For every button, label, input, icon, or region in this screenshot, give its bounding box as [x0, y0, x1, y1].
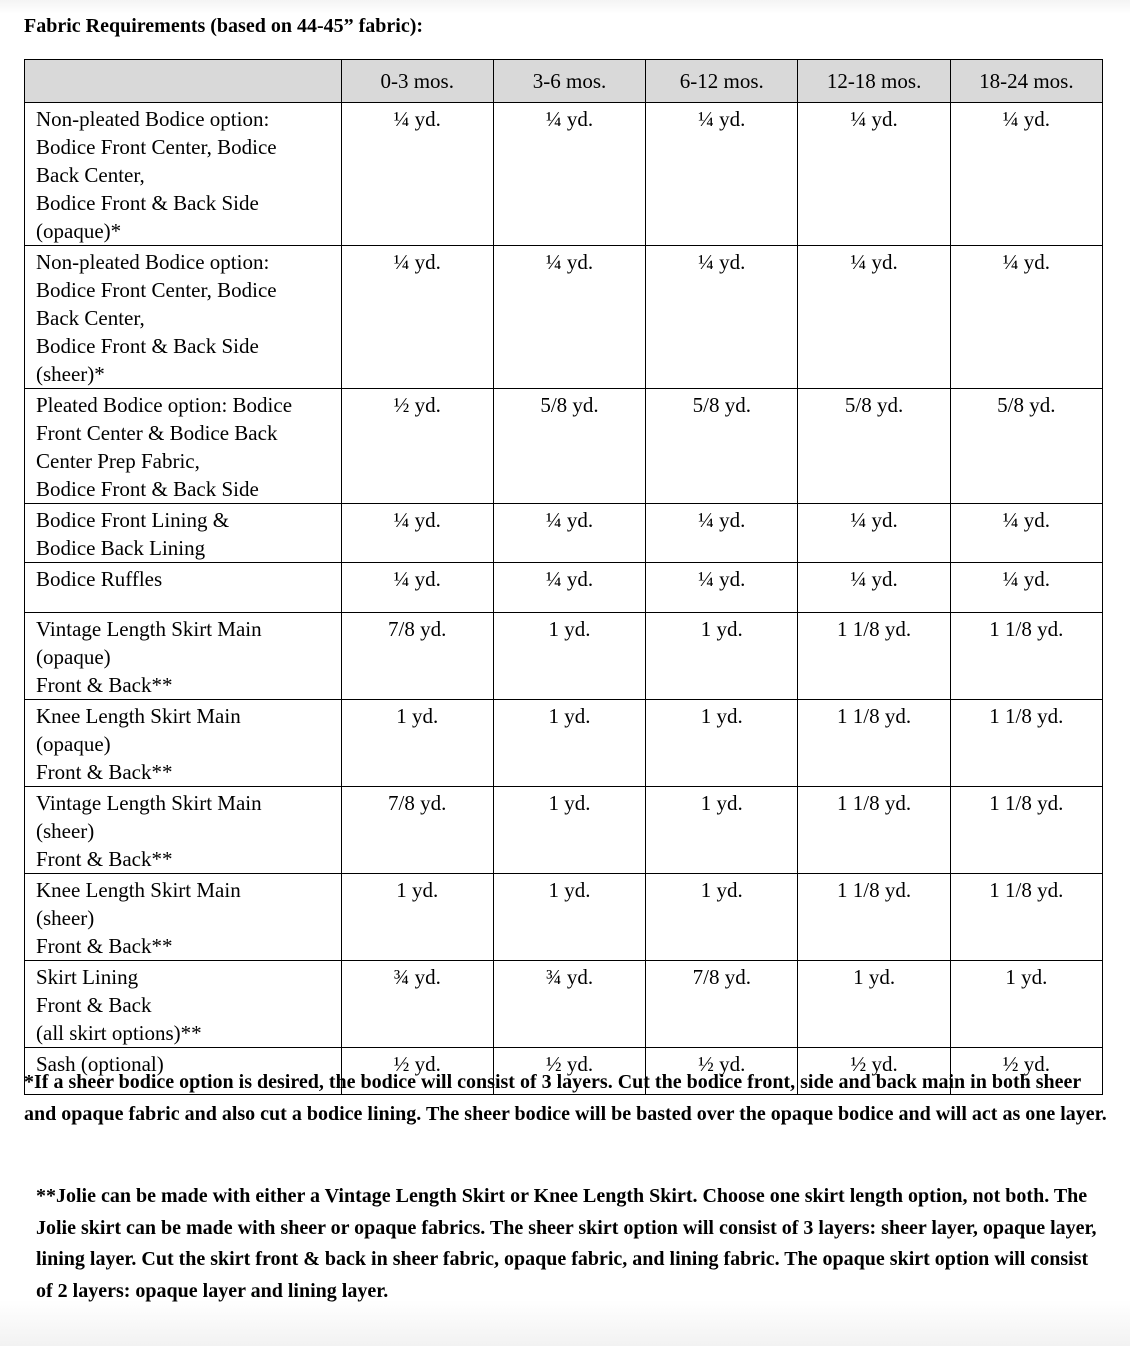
row-label-line: (sheer)* [36, 362, 105, 386]
row-label-line: (opaque) [36, 645, 111, 669]
yardage-cell: ½ yd. [493, 1048, 645, 1095]
row-label-line: Bodice Ruffles [36, 567, 163, 591]
row-label-line: Front & Back** [36, 760, 173, 784]
yardage-cell: 1 1/8 yd. [950, 787, 1102, 874]
row-label-line: Front & Back** [36, 934, 173, 958]
table-row [25, 504, 1103, 563]
yardage-cell: ¼ yd. [341, 103, 493, 246]
table-row [25, 389, 1103, 504]
row-label-line: Front & Back [36, 993, 152, 1017]
row-label-cell [25, 874, 342, 961]
yardage-cell: 7/8 yd. [646, 961, 798, 1048]
row-label-line: Front Center & Bodice Back [36, 421, 278, 445]
yardage-cell: ¼ yd. [950, 103, 1102, 246]
yardage-cell: ¼ yd. [646, 103, 798, 246]
row-label-line: Sash (optional) [36, 1052, 164, 1076]
row-label-line: Front & Back** [36, 847, 173, 871]
yardage-cell: 1 yd. [646, 787, 798, 874]
yardage-cell: 1 yd. [646, 874, 798, 961]
yardage-cell: ¾ yd. [493, 961, 645, 1048]
header-cell-0-3: 0-3 mos. [341, 60, 493, 103]
yardage-cell: ½ yd. [646, 1048, 798, 1095]
row-label-cell [25, 563, 342, 613]
yardage-cell: 1 yd. [798, 961, 950, 1048]
row-label-line: Skirt Lining [36, 965, 139, 989]
yardage-cell: 1 yd. [341, 700, 493, 787]
yardage-cell: 5/8 yd. [493, 389, 645, 504]
row-label-cell [25, 700, 342, 787]
table-row [25, 874, 1103, 961]
row-label-cell [25, 613, 342, 700]
yardage-cell: ¼ yd. [950, 504, 1102, 563]
yardage-cell: 5/8 yd. [950, 389, 1102, 504]
yardage-cell: 1 yd. [646, 613, 798, 700]
yardage-cell: ¼ yd. [341, 563, 493, 613]
row-label-line: Front & Back** [36, 673, 173, 697]
page-heading: Fabric Requirements (based on 44-45” fabric): [24, 15, 424, 37]
row-label-line: Pleated Bodice option: Bodice [36, 393, 293, 417]
table-row [25, 613, 1103, 700]
yardage-cell: ¼ yd. [646, 246, 798, 389]
table-row [25, 700, 1103, 787]
row-label-line: Bodice Front Lining & [36, 508, 230, 532]
header-cell-6-12: 6-12 mos. [646, 60, 798, 103]
yardage-cell: 1 1/8 yd. [798, 700, 950, 787]
row-label-cell [25, 246, 342, 389]
row-label-line: Vintage Length Skirt Main [36, 617, 262, 641]
row-label-line: Bodice Front & Back Side [36, 477, 259, 501]
row-label-line: Bodice Back Lining [36, 536, 206, 560]
row-label-line: Back Center, [36, 306, 145, 330]
yardage-cell: ¼ yd. [493, 246, 645, 389]
yardage-cell: 1 1/8 yd. [950, 613, 1102, 700]
row-label-line: Bodice Front & Back Side [36, 334, 259, 358]
row-label-line: Non-pleated Bodice option: [36, 250, 270, 274]
yardage-cell: 1 1/8 yd. [950, 874, 1102, 961]
yardage-cell: ½ yd. [798, 1048, 950, 1095]
yardage-cell: ¼ yd. [950, 246, 1102, 389]
yardage-cell: ¼ yd. [798, 504, 950, 563]
footnote-sheer-bodice: *If a sheer bodice option is desired, the bodice will consist of 3 layers. Cut the bodice front, side and back main in both sheer and opaque fabric and also cut a bodice lining. The sheer bodice will be basted over the opaque bodice and will act as one layer. [24, 1071, 1107, 1125]
row-label-line: Bodice Front Center, Bodice [36, 135, 277, 159]
yardage-cell: ¼ yd. [798, 563, 950, 613]
yardage-cell: ¼ yd. [493, 504, 645, 563]
fabric-requirements-table [24, 59, 1103, 1095]
yardage-cell: 1 yd. [646, 700, 798, 787]
yardage-cell: ½ yd. [341, 389, 493, 504]
table-row [25, 103, 1103, 246]
yardage-cell: ¼ yd. [798, 246, 950, 389]
row-label-line: (sheer) [36, 819, 95, 843]
yardage-cell: 1 yd. [341, 874, 493, 961]
yardage-cell: 1 1/8 yd. [798, 874, 950, 961]
yardage-cell: ¼ yd. [646, 504, 798, 563]
footnote-skirt-options: **Jolie can be made with either a Vintage Length Skirt or Knee Length Skirt. Choose one skirt length option, not both. The Jolie skirt can be made with sheer or opaque fabrics. The sheer skirt option will consist of 3 layers: sheer layer, opaque layer, lining layer. Cut the skirt front & back in sheer fabric, opaque fabric, and lining fabric. The opaque skirt option will consist of 2 layers: opaque layer and lining layer. [36, 1185, 1097, 1302]
yardage-cell: ¼ yd. [493, 563, 645, 613]
row-label-line: Back Center, [36, 163, 145, 187]
yardage-cell: ¼ yd. [493, 103, 645, 246]
yardage-cell: 1 yd. [493, 787, 645, 874]
row-label-line: Non-pleated Bodice option: [36, 107, 270, 131]
row-label-cell [25, 103, 342, 246]
yardage-cell: 5/8 yd. [646, 389, 798, 504]
yardage-cell: 1 yd. [950, 961, 1102, 1048]
yardage-cell: 7/8 yd. [341, 787, 493, 874]
yardage-cell: 5/8 yd. [798, 389, 950, 504]
row-label-line: (sheer) [36, 906, 95, 930]
row-label-cell [25, 504, 342, 563]
yardage-cell: 1 1/8 yd. [798, 787, 950, 874]
yardage-cell: 1 yd. [493, 613, 645, 700]
row-label-cell [25, 961, 342, 1048]
yardage-cell: ¼ yd. [798, 103, 950, 246]
row-label-line: Vintage Length Skirt Main [36, 791, 262, 815]
row-label-line: Bodice Front & Back Side [36, 191, 259, 215]
yardage-cell: ¼ yd. [341, 246, 493, 389]
header-cell-18-24: 18-24 mos. [950, 60, 1102, 103]
yardage-cell: 1 1/8 yd. [798, 613, 950, 700]
table-body [25, 103, 1103, 1095]
yardage-cell: 1 1/8 yd. [950, 700, 1102, 787]
yardage-cell: ¼ yd. [950, 563, 1102, 613]
table-row [25, 961, 1103, 1048]
row-label-line: (all skirt options)** [36, 1021, 202, 1045]
row-label-line: Knee Length Skirt Main [36, 878, 241, 902]
table-row [25, 246, 1103, 389]
row-label-line: Center Prep Fabric, [36, 449, 200, 473]
yardage-cell: ¼ yd. [341, 504, 493, 563]
header-cell-3-6: 3-6 mos. [493, 60, 645, 103]
row-label-line: Bodice Front Center, Bodice [36, 278, 277, 302]
yardage-cell: 1 yd. [493, 874, 645, 961]
table-row [25, 787, 1103, 874]
yardage-cell: ½ yd. [950, 1048, 1102, 1095]
row-label-line: (opaque) [36, 732, 111, 756]
row-label-cell [25, 787, 342, 874]
row-label-cell [25, 389, 342, 504]
row-label-line: Knee Length Skirt Main [36, 704, 241, 728]
table-row [25, 563, 1103, 613]
yardage-cell: 7/8 yd. [341, 613, 493, 700]
table-header-row [25, 60, 1103, 103]
yardage-cell: ¼ yd. [646, 563, 798, 613]
yardage-cell: ¾ yd. [341, 961, 493, 1048]
header-cell-12-18: 12-18 mos. [798, 60, 950, 103]
header-cell-blank [25, 60, 342, 103]
yardage-cell: ½ yd. [341, 1048, 493, 1095]
yardage-cell: 1 yd. [493, 700, 645, 787]
row-label-line: (opaque)* [36, 219, 122, 243]
